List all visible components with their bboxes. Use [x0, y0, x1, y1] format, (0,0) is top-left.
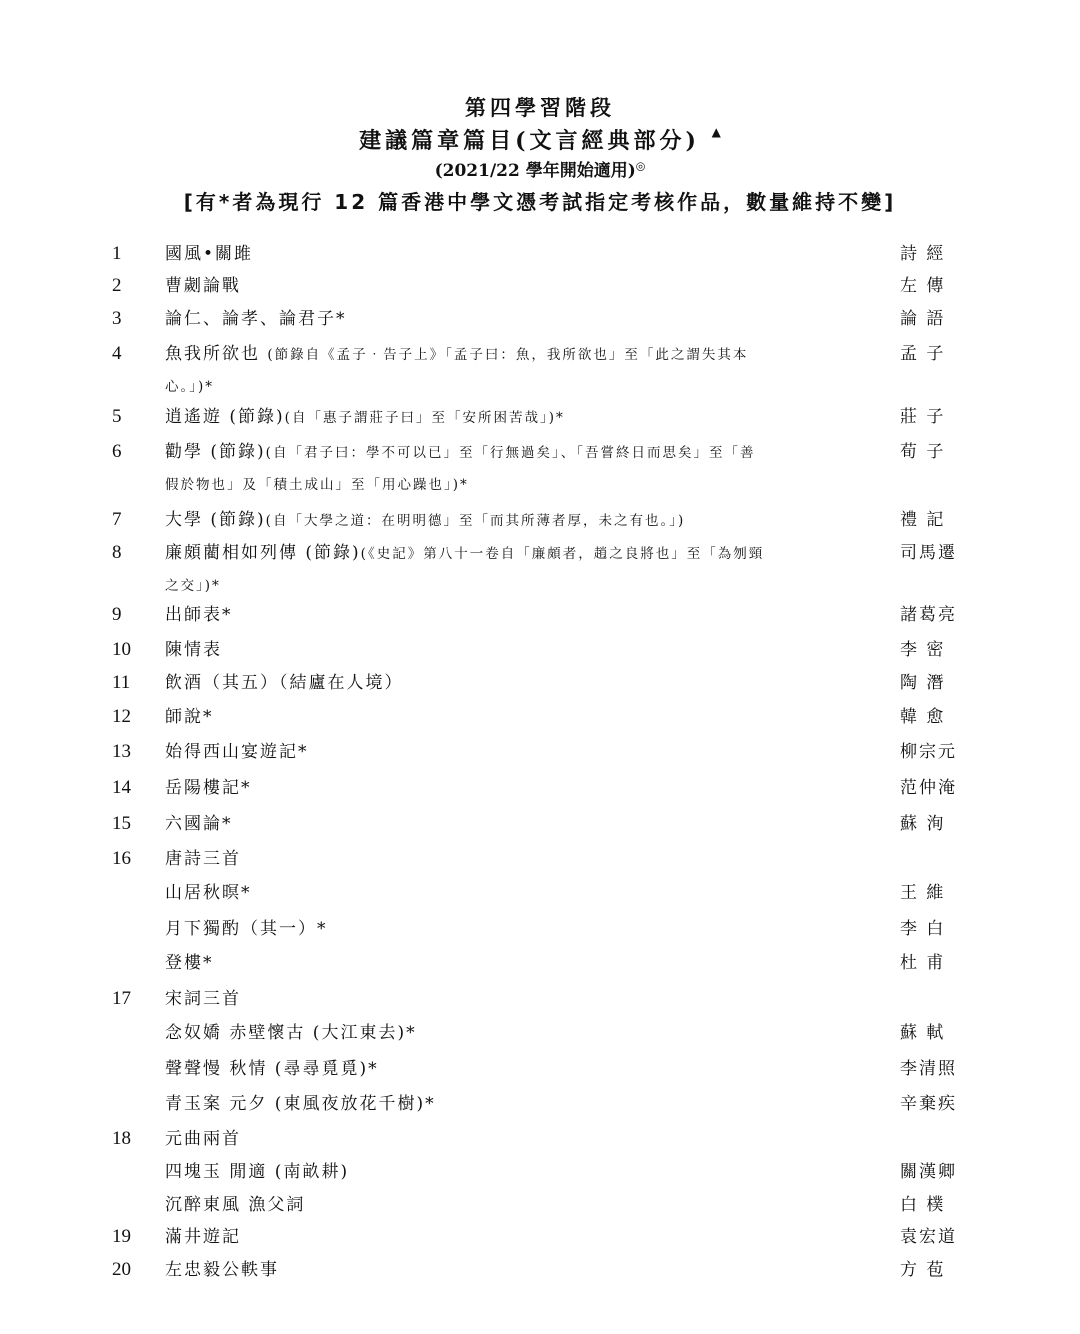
item-title — [165, 1254, 855, 1287]
item-author: 白 樸 — [900, 1195, 946, 1215]
item-title — [165, 401, 855, 434]
item-author: 李 密 — [900, 640, 946, 660]
item-title — [165, 983, 855, 1016]
item-title — [165, 913, 855, 946]
item-title — [165, 843, 855, 876]
item-author: 李清照 — [900, 1059, 957, 1079]
item-author: 荀 子 — [900, 442, 946, 462]
item-number: 3 — [112, 308, 122, 329]
item-author: 論 語 — [900, 309, 946, 329]
item-title — [165, 667, 855, 700]
item-author: 李 白 — [900, 919, 946, 939]
title-text: 唐詩三首 — [165, 849, 241, 869]
title-text: 逍遙遊 (節錄) — [165, 407, 285, 427]
title-note: (自「君子曰：學不可以已」至「行無過矣」、「吾嘗終日而思矣」至「善 — [265, 445, 756, 461]
title-text: 聲聲慢 秋情 (尋尋覓覓)* — [165, 1059, 379, 1079]
item-author: 柳宗元 — [900, 742, 957, 762]
title-note: (節錄自《孟子‧告子上》「孟子曰：魚，我所欲也」至「此之謂失其本 — [267, 347, 749, 363]
title-text: 念奴嬌 赤壁懷古 (大江東去)* — [165, 1023, 417, 1043]
item-author: 方 苞 — [900, 1260, 946, 1280]
item-title — [165, 1017, 855, 1050]
item-author: 杜 甫 — [900, 953, 946, 973]
item-author: 司馬遷 — [900, 543, 957, 563]
item-number: 11 — [112, 672, 131, 693]
title-note-continued: 假於物也」及「積土成山」至「用心躁也」)* — [165, 477, 469, 493]
item-title — [165, 947, 855, 980]
applicable-year — [0, 156, 1080, 181]
item-number: 5 — [112, 406, 122, 427]
item-number: 18 — [112, 1128, 131, 1149]
item-author: 關漢卿 — [900, 1162, 957, 1182]
item-title — [165, 504, 855, 537]
triangle-mark-icon: ▲ — [711, 124, 721, 139]
item-number: 7 — [112, 509, 122, 530]
item-number: 12 — [112, 706, 131, 727]
title-text: 廉頗藺相如列傳 (節錄) — [165, 543, 361, 563]
circle-mark-icon: ◎ — [635, 159, 646, 173]
title-text: 左忠毅公軼事 — [165, 1260, 279, 1280]
title-note: (自「惠子謂莊子曰」至「安所困苦哉」)* — [284, 410, 565, 426]
item-number: 9 — [112, 604, 122, 625]
item-title — [165, 1189, 855, 1222]
title-text: 國風•關雎 — [165, 244, 254, 264]
item-title — [165, 338, 855, 403]
item-author: 莊 子 — [900, 407, 946, 427]
item-title — [165, 1221, 855, 1254]
title-text: 六國論* — [165, 814, 233, 834]
title-text: 四塊玉 閒適 (南畝耕) — [165, 1162, 350, 1182]
title-text: 岳陽樓記* — [165, 778, 252, 798]
title-note-continued: 之交」)* — [165, 578, 221, 594]
item-author: 陶 潛 — [900, 673, 946, 693]
item-number: 16 — [112, 848, 131, 869]
item-title — [165, 303, 855, 336]
item-title — [165, 599, 855, 632]
item-author: 王 維 — [900, 883, 946, 903]
item-title — [165, 772, 855, 805]
title-text: 魚我所欲也 — [165, 344, 268, 364]
item-number: 15 — [112, 813, 131, 834]
subheading-text: 建議篇章篇目(文言經典部分) — [359, 128, 700, 154]
title-text: 滿井遊記 — [165, 1227, 241, 1247]
title-text: 論仁、論孝、論君子* — [165, 309, 347, 329]
item-author: 蘇 洵 — [900, 814, 946, 834]
applicable-year-text: (2021/22 學年開始適用) — [434, 161, 636, 181]
title-text: 出師表* — [165, 605, 233, 625]
title-text: 陳情表 — [165, 640, 222, 660]
title-text: 勸學 (節錄) — [165, 442, 266, 462]
item-number: 2 — [112, 275, 122, 296]
item-title — [165, 634, 855, 667]
document-subheading — [0, 124, 1080, 155]
title-text: 登樓* — [165, 953, 214, 973]
item-author: 辛棄疾 — [900, 1094, 957, 1114]
title-note-continued: 心。」)* — [165, 379, 215, 395]
title-text: 曹劌論戰 — [165, 276, 241, 296]
title-text: 師說* — [165, 707, 214, 727]
title-text: 始得西山宴遊記* — [165, 742, 309, 762]
title-text: 大學 (節錄) — [165, 510, 266, 530]
item-author: 諸葛亮 — [900, 605, 957, 625]
item-title — [165, 537, 855, 602]
item-number: 19 — [112, 1226, 131, 1247]
item-author: 詩 經 — [900, 244, 946, 264]
item-number: 8 — [112, 542, 122, 563]
item-title — [165, 1156, 855, 1189]
item-author: 蘇 軾 — [900, 1023, 946, 1043]
item-author: 左 傳 — [900, 276, 946, 296]
item-title — [165, 808, 855, 841]
item-number: 14 — [112, 777, 131, 798]
document-heading: 第四學習階段 — [465, 95, 615, 120]
title-note: (《史記》第八十一卷自「廉頗者，趙之良將也」至「為刎頸 — [360, 546, 765, 562]
item-title — [165, 238, 855, 271]
title-text: 青玉案 元夕 (東風夜放花千樹)* — [165, 1094, 436, 1114]
title-text: 元曲兩首 — [165, 1129, 241, 1149]
item-author: 禮 記 — [900, 510, 946, 530]
item-title — [165, 701, 855, 734]
title-text: 宋詞三首 — [165, 989, 241, 1009]
item-author: 韓 愈 — [900, 707, 946, 727]
title-text: 沉醉東風 漁父詞 — [165, 1195, 306, 1215]
title-text: 月下獨酌（其一）* — [165, 919, 328, 939]
title-note: (自「大學之道：在明明德」至「而其所薄者厚，未之有也。」) — [265, 513, 686, 529]
item-title — [165, 877, 855, 910]
item-title — [165, 1088, 855, 1121]
item-author: 范仲淹 — [900, 778, 957, 798]
item-number: 17 — [112, 988, 131, 1009]
item-number: 20 — [112, 1259, 131, 1280]
note-line: [有*者為現行 12 篇香港中學文憑考試指定考核作品，數量維持不變] — [183, 190, 897, 214]
item-author: 袁宏道 — [900, 1227, 957, 1247]
item-number: 1 — [112, 243, 122, 264]
item-number: 13 — [112, 741, 131, 762]
item-title — [165, 1123, 855, 1156]
item-title — [165, 436, 855, 501]
title-text: 山居秋暝* — [165, 883, 252, 903]
item-title — [165, 736, 855, 769]
item-number: 10 — [112, 639, 131, 660]
item-author: 孟 子 — [900, 344, 946, 364]
item-number: 4 — [112, 343, 122, 364]
item-title — [165, 270, 855, 303]
title-text: 飲酒（其五）（結廬在人境） — [165, 673, 404, 693]
item-title — [165, 1053, 855, 1086]
item-number: 6 — [112, 441, 122, 462]
